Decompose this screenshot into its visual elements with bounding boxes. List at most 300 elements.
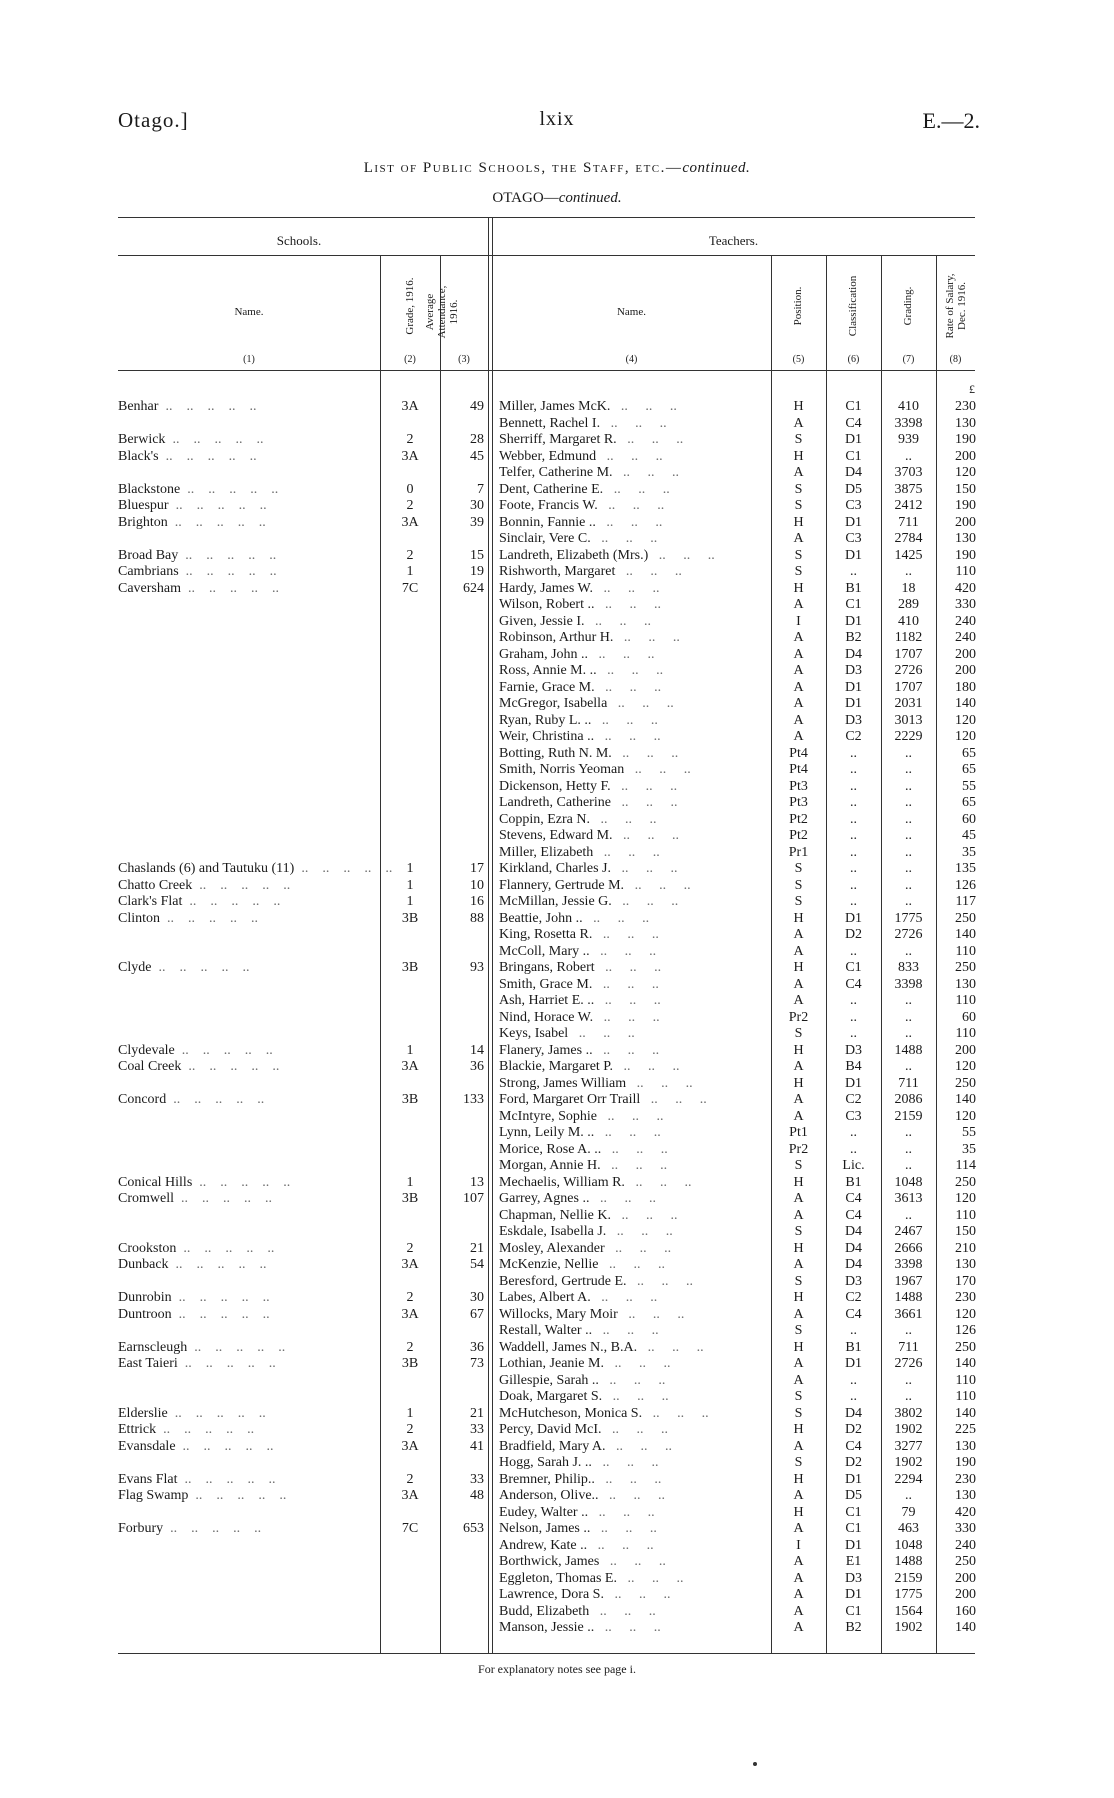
teacher-position: S [794,1323,803,1338]
teacher-name: Stevens, Edward M. .. .. .. [499,828,680,843]
teacher-classification: .. [850,993,857,1008]
teacher-classification: D1 [844,1587,863,1602]
school-name: Coal Creek .. .. .. .. .. [118,1059,280,1074]
teacher-position: I [796,1537,801,1553]
teacher-position: Pt2 [789,811,808,827]
teacher-grading: 711 [898,1339,919,1355]
teacher-position: S [794,894,803,909]
teacher-grading: 79 [901,1504,916,1520]
teacher-salary: 190 [955,498,976,513]
teacher-grading: .. [905,844,912,860]
teacher-name: Blackie, Margaret P. .. .. .. [499,1059,680,1074]
teacher-position: H [793,910,804,926]
teacher-salary: 160 [955,1603,976,1619]
teacher-classification: D4 [844,1240,863,1256]
teacher-name: Bremner, Philip.. .. .. .. [499,1471,662,1487]
teacher-classification: .. [850,778,857,794]
teacher-classification: D1 [844,1356,863,1371]
teacher-salary: 140 [955,696,976,711]
column-number: (4) [625,354,638,365]
school-name: Clinton .. .. .. .. .. [118,910,259,926]
teacher-name: McMillan, Jessie G. .. .. .. [499,894,679,909]
teacher-position: A [793,1438,804,1454]
teacher-salary: 135 [955,861,976,876]
teacher-name: Eudey, Walter .. .. .. .. [499,1504,655,1520]
school-name: Dunrobin .. .. .. .. .. [118,1290,270,1305]
teacher-classification: D1 [844,910,863,926]
header-region: Otago.] [118,108,189,132]
teacher-position: H [793,1075,804,1091]
teacher-classification: D2 [844,1455,863,1470]
teacher-name: Coppin, Ezra N. .. .. .. [499,811,657,827]
teacher-salary: 130 [955,1488,976,1503]
teacher-classification: D3 [844,1570,863,1586]
teacher-name: Farnie, Grace M. .. .. .. [499,679,662,695]
school-name: Conical Hills .. .. .. .. .. [118,1174,291,1190]
teacher-salary: 35 [962,1141,976,1157]
teacher-classification: D1 [844,1537,863,1553]
teacher-name: Bringans, Robert .. .. .. [499,960,662,975]
teacher-name: McIntyre, Sophie .. .. .. [499,1108,664,1124]
teacher-grading: 3013 [894,712,923,728]
teacher-name: Ryan, Ruby L. .. .. .. .. [499,712,658,728]
teacher-classification: D2 [844,1422,863,1437]
teacher-position: A [793,1554,804,1569]
teacher-classification: D1 [844,514,863,530]
teacher-position: S [794,1158,803,1173]
teacher-classification: C4 [845,1438,862,1454]
school-name: Black's .. .. .. .. .. [118,448,257,464]
teacher-salary: 200 [955,646,976,662]
teacher-name: Strong, James William .. .. .. [499,1075,693,1091]
teacher-grading: 3703 [894,465,923,480]
school-attendance: 19 [470,564,484,579]
school-grade: 1 [406,877,414,893]
teacher-position: Pr2 [788,1141,809,1157]
school-attendance: 39 [470,514,484,530]
teacher-classification: D3 [844,712,863,728]
teacher-classification: B2 [845,630,862,645]
teacher-grading: 1707 [894,679,923,695]
table-title: List of Public Schools, the Staff, etc.—continued. [363,160,751,176]
teacher-classification: .. [850,1009,857,1025]
teacher-salary: 250 [955,1339,976,1355]
teacher-name: Robinson, Arthur H. .. .. .. [499,630,680,645]
teacher-salary: 420 [955,580,976,596]
school-attendance: 7 [477,481,484,497]
teacher-position: A [793,1191,804,1206]
teacher-classification: C3 [845,1108,862,1124]
school-grade: 2 [406,1290,414,1305]
school-name: Flag Swamp .. .. .. .. .. [118,1488,287,1503]
school-attendance: 21 [470,1240,484,1256]
teacher-grading: 1488 [894,1554,923,1569]
teacher-classification: B2 [845,1620,862,1635]
school-grade: 1 [406,861,414,876]
teacher-name: Keys, Isabel .. .. .. [499,1026,635,1041]
teacher-name: Nind, Horace W. .. .. .. [499,1009,660,1025]
teacher-salary: 230 [955,1471,976,1487]
school-attendance: 16 [470,894,484,909]
teacher-salary: 210 [955,1240,976,1256]
column-number: (3) [458,354,470,365]
teacher-position: H [793,580,804,596]
column-number: (2) [404,354,416,365]
teacher-position: H [793,399,804,414]
rule-bottom [118,1653,975,1654]
teacher-name: Ash, Harriet E. .. .. .. .. [499,993,661,1008]
school-name: Berwick .. .. .. .. .. [118,432,264,447]
teacher-name: Garrey, Agnes .. .. .. .. [499,1191,656,1206]
teacher-grading: .. [905,448,912,464]
teacher-position: H [793,1471,804,1487]
teacher-salary: 240 [955,613,976,629]
teacher-name: Chapman, Nellie K. .. .. .. [499,1207,678,1223]
teacher-name: Andrew, Kate .. .. .. .. [499,1537,654,1553]
teacher-grading: .. [905,828,912,843]
teacher-classification: C1 [845,399,862,414]
teacher-name: Bonnin, Fannie .. .. .. .. [499,514,663,530]
teacher-grading: 1048 [894,1537,923,1553]
school-grade: 3B [401,1092,419,1107]
teacher-salary: 250 [955,1174,976,1190]
teacher-classification: C1 [845,1504,862,1520]
teacher-name: Manson, Jessie .. .. .. .. [499,1620,661,1635]
school-attendance: 21 [470,1405,484,1421]
teacher-position: A [793,465,804,480]
teacher-grading: 2294 [894,1471,923,1487]
column-number: (8) [949,354,962,365]
teacher-classification: .. [850,828,857,843]
teacher-grading: .. [905,795,912,810]
teacher-name: Lynn, Leily M. .. .. .. .. [499,1125,661,1140]
teacher-grading: .. [905,1059,912,1074]
document-code: E.—2. [922,108,980,133]
header-salary: Rate of Salary, Dec. 1916. [944,273,968,339]
teacher-grading: 3802 [894,1405,923,1421]
teacher-salary: 55 [962,778,976,794]
teacher-salary: 240 [955,630,976,645]
teacher-name: McKenzie, Nellie .. .. .. [499,1257,666,1272]
table-subtitle: OTAGO—continued. [492,190,622,206]
teacher-classification: B1 [845,580,862,596]
teacher-grading: .. [905,993,912,1008]
teacher-classification: C1 [845,960,862,975]
teacher-salary: 330 [955,597,976,612]
school-name: Clyde .. .. .. .. .. [118,960,250,975]
teacher-grading: .. [905,1141,912,1157]
teacher-grading: 3398 [894,976,923,992]
teacher-name: Labes, Albert A. .. .. .. [499,1290,658,1305]
teacher-grading: 2467 [894,1224,923,1239]
teacher-position: H [793,448,804,464]
teacher-salary: 200 [955,448,976,464]
teacher-classification: .. [850,564,857,579]
teacher-classification: C4 [845,1207,862,1223]
teacher-grading: .. [905,1389,912,1404]
teacher-name: Miller, Elizabeth .. .. .. [499,844,660,860]
teacher-position: H [793,1422,804,1437]
school-attendance: 17 [470,861,484,876]
teacher-classification: D3 [844,663,863,678]
teacher-salary: 250 [955,960,976,975]
teacher-position: S [794,1455,803,1470]
teacher-name: Morgan, Annie H. .. .. .. [499,1158,668,1173]
teacher-salary: 200 [955,663,976,678]
teacher-classification: D1 [844,547,863,563]
teacher-name: Smith, Norris Yeoman .. .. .. [499,762,691,777]
teacher-salary: 250 [955,910,976,926]
teacher-grading: 2784 [894,531,923,546]
teacher-grading: 2726 [894,663,923,678]
teacher-grading: 1902 [894,1422,923,1437]
teacher-classification: D4 [844,1405,863,1421]
school-name: Earnscleugh .. .. .. .. .. [118,1339,286,1355]
teacher-salary: 130 [955,415,976,431]
teacher-grading: 3398 [894,415,923,431]
teacher-grading: 2031 [894,696,923,711]
school-name: Ettrick .. .. .. .. .. [118,1422,255,1437]
teacher-grading: 1488 [894,1042,923,1058]
school-name: East Taieri .. .. .. .. .. [118,1356,276,1371]
header-classification: Classification [847,275,859,337]
school-attendance: 48 [470,1488,484,1503]
school-attendance: 36 [470,1059,484,1074]
school-grade: 3A [401,448,419,464]
school-grade: 2 [406,1240,414,1256]
school-name: Benhar .. .. .. .. .. [118,399,257,414]
teacher-salary: 110 [955,943,976,959]
teacher-position: A [793,1620,804,1635]
teacher-salary: 130 [955,1257,976,1272]
teacher-grading: .. [905,1372,912,1388]
teacher-classification: .. [850,1389,857,1404]
teacher-name: Willocks, Mary Moir .. .. .. [499,1306,685,1322]
school-attendance: 41 [470,1438,484,1454]
teacher-grading: .. [905,811,912,827]
school-name: Caversham .. .. .. .. .. [118,580,279,596]
teacher-grading: 833 [898,960,919,975]
teacher-grading: 1902 [894,1455,923,1470]
school-grade: 1 [406,894,414,909]
teacher-salary: 230 [955,399,976,414]
header-attendance: Average Attendance, 1916. [424,285,460,339]
school-grade: 3B [401,910,419,926]
teacher-name: Eggleton, Thomas E. .. .. .. [499,1570,684,1586]
teacher-classification: .. [850,745,857,761]
teacher-salary: 65 [962,762,976,777]
teacher-classification: B4 [845,1059,862,1074]
teacher-position: Pt3 [789,795,808,810]
teacher-salary: 120 [955,729,976,744]
column-number: (7) [902,354,915,365]
teacher-grading: .. [905,894,912,909]
teacher-grading: 1564 [894,1603,923,1619]
school-grade: 3B [401,960,419,975]
teacher-classification: C3 [845,498,862,513]
page-number: lxix [539,108,575,130]
teacher-classification: C2 [845,1092,862,1107]
teacher-classification: E1 [845,1554,862,1569]
teacher-classification: B1 [845,1339,862,1355]
school-name: Concord .. .. .. .. .. [118,1092,265,1107]
teacher-grading: 2159 [894,1570,923,1586]
teacher-grading: 1707 [894,646,923,662]
teacher-grading: 939 [898,432,919,447]
teacher-salary: 65 [962,745,976,761]
teacher-salary: 110 [955,993,976,1008]
school-attendance: 653 [463,1521,484,1536]
school-grade: 1 [406,564,414,579]
teacher-classification: C1 [845,597,862,612]
teacher-classification: B1 [845,1174,862,1190]
teacher-salary: 65 [962,795,976,810]
school-name: Duntroon .. .. .. .. .. [118,1306,270,1322]
teacher-grading: .. [905,564,912,579]
teacher-classification: C4 [845,1191,862,1206]
teacher-salary: 45 [962,828,976,843]
teacher-position: A [793,415,804,431]
teacher-classification: .. [850,1141,857,1157]
teacher-position: A [793,927,804,942]
teacher-position: A [793,696,804,711]
teacher-classification: .. [850,943,857,959]
school-grade: 2 [406,547,414,563]
column-number: (1) [243,354,255,365]
teacher-position: A [793,1207,804,1223]
school-grade: 3A [401,514,419,530]
teacher-position: S [794,1273,803,1289]
teacher-grading: 3613 [894,1191,923,1206]
teacher-position: S [794,1026,803,1041]
teacher-salary: 120 [955,1306,976,1322]
school-grade: 3A [401,1488,419,1503]
teacher-grading: 2086 [894,1092,923,1107]
teacher-salary: 150 [955,481,976,497]
rule-top [118,217,975,218]
school-name: Brighton .. .. .. .. .. [118,514,266,530]
teacher-classification: .. [850,1323,857,1338]
column-number: (6) [847,354,860,365]
teacher-position: H [793,1504,804,1520]
teacher-name: Restall, Walter .. .. .. .. [499,1323,659,1338]
teacher-salary: 130 [955,531,976,546]
teacher-grading: 1902 [894,1620,923,1635]
teacher-position: A [793,1092,804,1107]
teacher-classification: .. [850,1026,857,1041]
teacher-name: McHutcheson, Monica S. .. .. .. [499,1405,709,1421]
teacher-name: Botting, Ruth N. M. .. .. .. [499,745,679,761]
teacher-grading: 2229 [894,729,923,744]
col-divider [492,217,493,1653]
school-grade: 3A [401,1059,419,1074]
teacher-classification: D4 [844,465,863,480]
teacher-grading: .. [905,877,912,893]
teacher-name: Landreth, Elizabeth (Mrs.) .. .. .. [499,547,715,563]
teacher-position: I [796,613,801,629]
teacher-grading: .. [905,1125,912,1140]
teacher-position: A [793,976,804,992]
group-header-teachers: Teachers. [708,233,759,248]
teacher-name: Flanery, James .. .. .. .. [499,1042,660,1058]
teacher-salary: 240 [955,1537,976,1553]
teacher-grading: 463 [898,1521,919,1536]
teacher-classification: C3 [845,531,862,546]
teacher-name: Flannery, Gertrude M. .. .. .. [499,877,691,893]
teacher-name: Dickenson, Hetty F. .. .. .. [499,778,678,794]
school-attendance: 45 [470,448,484,464]
teacher-position: S [794,481,803,497]
teacher-name: Lawrence, Dora S. .. .. .. [499,1587,671,1602]
teacher-salary: 130 [955,1438,976,1454]
teacher-grading: 2159 [894,1108,923,1124]
school-grade: 2 [406,1339,414,1355]
teacher-position: A [793,1356,804,1371]
teacher-salary: 120 [955,465,976,480]
teacher-classification: C4 [845,415,862,431]
teacher-position: H [793,1174,804,1190]
school-grade: 2 [406,432,414,447]
teacher-grading: 410 [898,399,919,414]
teacher-salary: 110 [955,1207,976,1223]
school-name: Chatto Creek .. .. .. .. .. [118,877,291,893]
school-name: Crookston .. .. .. .. .. [118,1240,275,1256]
teacher-salary: 190 [955,432,976,447]
teacher-grading: 18 [901,580,916,596]
teacher-grading: 289 [898,597,919,612]
teacher-grading: 3277 [894,1438,923,1454]
teacher-classification: D5 [844,1488,863,1503]
teacher-name: Doak, Margaret S. .. .. .. [499,1389,669,1404]
teacher-classification: C4 [845,976,862,992]
teacher-position: S [794,1405,803,1421]
teacher-position: A [793,1570,804,1586]
school-name: Blackstone .. .. .. .. .. [118,481,279,497]
teacher-classification: .. [850,1125,857,1140]
teacher-classification: D1 [844,432,863,447]
teacher-salary: 55 [962,1125,976,1140]
school-name: Evansdale .. .. .. .. .. [118,1438,274,1454]
teacher-name: Waddell, James N., B.A. .. .. .. [499,1339,704,1355]
teacher-grading: 3398 [894,1257,923,1272]
teacher-salary: 190 [955,547,976,563]
teacher-position: H [793,514,804,530]
teacher-salary: 117 [955,894,976,909]
school-name: Cambrians .. .. .. .. .. [118,564,277,579]
school-attendance: 67 [470,1306,484,1322]
header-grade: Grade, 1916. [404,277,416,335]
teacher-position: H [793,1290,804,1305]
col-divider-main [488,217,489,1653]
teacher-name: King, Rosetta R. .. .. .. [499,927,659,942]
teacher-grading: 1048 [894,1174,923,1190]
teacher-salary: 225 [955,1422,976,1437]
teacher-name: Bennett, Rachel I. .. .. .. [499,415,667,431]
teacher-grading: .. [905,778,912,794]
teacher-salary: 120 [955,1059,976,1074]
group-header-schools: Schools. [276,233,322,248]
school-attendance: 107 [463,1191,484,1206]
teacher-grading: .. [905,943,912,959]
teacher-name: Kirkland, Charles J. .. .. .. [499,861,678,876]
school-name: Elderslie .. .. .. .. .. [118,1405,266,1421]
teacher-grading: .. [905,762,912,777]
school-attendance: 93 [470,960,484,975]
school-grade: 3A [401,1306,419,1322]
school-grade: 0 [406,481,414,497]
teacher-grading: 2666 [894,1240,923,1256]
teacher-salary: 180 [955,679,976,695]
